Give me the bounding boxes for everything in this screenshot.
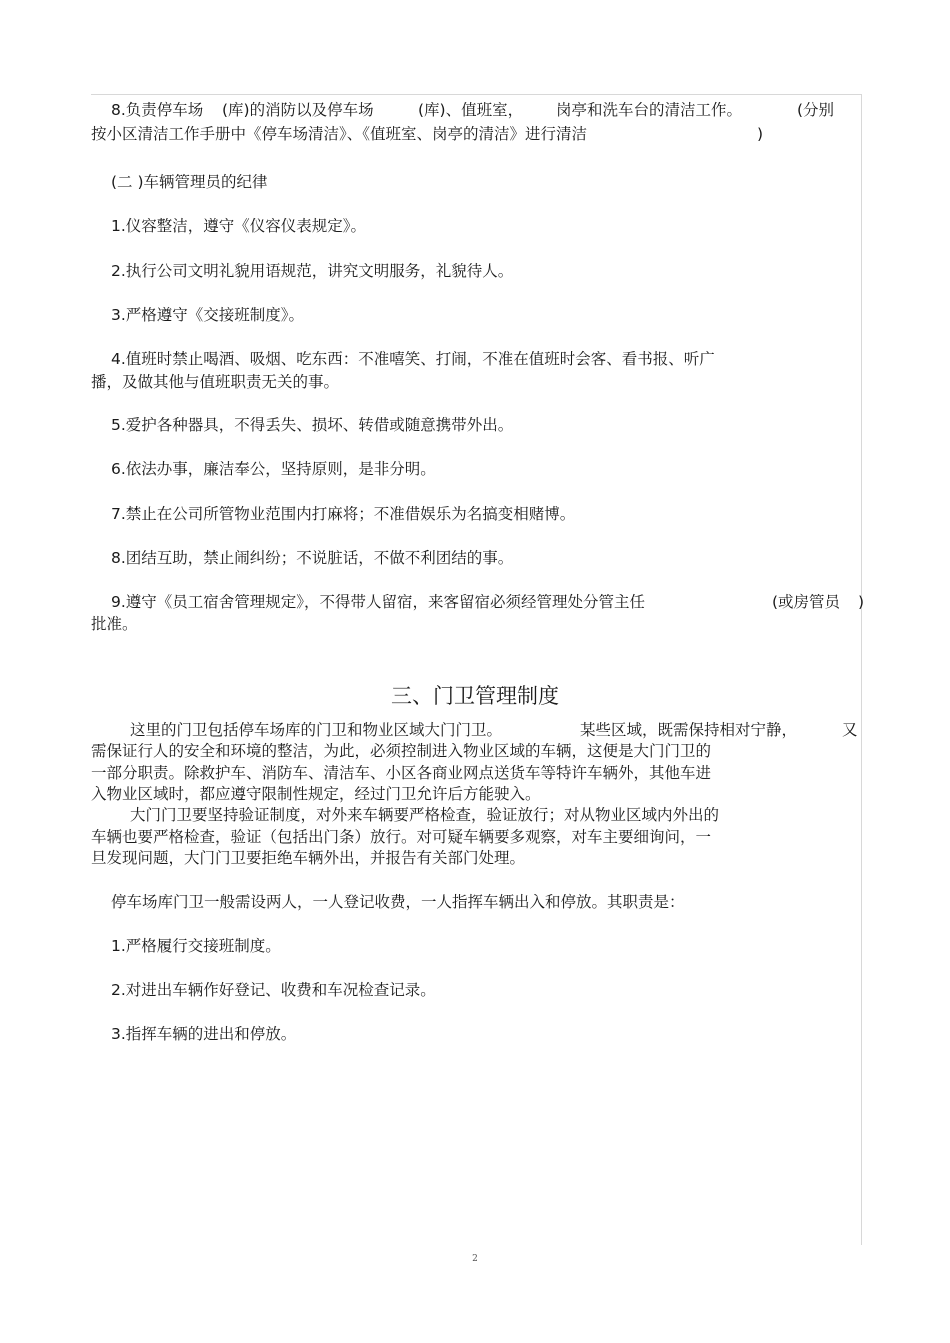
discipline-item-9-line1-close: ) xyxy=(858,593,865,611)
item8-line1-part3: (库)、值班室， xyxy=(418,101,524,119)
discipline-item-5: 5.爱护各种器具，不得丢失、损坏、转借或随意携带外出。 xyxy=(111,416,514,434)
item8-line2-close: ) xyxy=(757,125,764,143)
discipline-item-9-line2: 批准。 xyxy=(91,615,138,633)
gate-duty-1: 1.严格履行交接班制度。 xyxy=(111,937,281,955)
gate-para1-line4: 入物业区域时，都应遵守限制性规定，经过门卫允许后方能驶入。 xyxy=(91,785,541,803)
gate-duty-3: 3.指挥车辆的进出和停放。 xyxy=(111,1025,297,1043)
gate-para2-line3: 旦发现问题，大门门卫要拒绝车辆外出，并报告有关部门处理。 xyxy=(91,849,526,867)
discipline-item-1: 1.仪容整洁，遵守《仪容仪表规定》。 xyxy=(111,217,367,235)
item8-line1-part5: (分别 xyxy=(797,101,835,119)
discipline-item-3: 3.严格遵守《交接班制度》。 xyxy=(111,306,305,324)
discipline-item-4-line2: 播，及做其他与值班职责无关的事。 xyxy=(91,373,340,391)
discipline-item-2: 2.执行公司文明礼貌用语规范，讲究文明服务，礼貌待人。 xyxy=(111,262,514,280)
discipline-item-7: 7.禁止在公司所管物业范围内打麻将；不准借娱乐为名搞变相赌博。 xyxy=(111,505,576,523)
discipline-item-9-line1: 9.遵守《员工宿舍管理规定》，不得带人留宿，来客留宿必须经管理处分管主任 xyxy=(111,593,646,611)
gate-para1-line1: 这里的门卫包括停车场库的门卫和物业区域大门门卫。 xyxy=(130,721,503,739)
gate-para1-line3: 一部分职责。除救护车、消防车、清洁车、小区各商业网点送货车等特许车辆外，其他车进 xyxy=(91,764,712,782)
item8-line1-part2: (库)的消防以及停车场 xyxy=(222,101,374,119)
page-number: 2 xyxy=(472,1254,478,1264)
discipline-title: (二 )车辆管理员的纪律 xyxy=(111,173,268,191)
gate-para1-line1-cont: 某些区域，既需保持相对宁静， xyxy=(580,721,798,739)
gate-para1-line2: 需保证行人的安全和环境的整洁，为此，必须控制进入物业区域的车辆，这便是大门门卫的 xyxy=(91,742,712,760)
discipline-item-6: 6.依法办事，廉洁奉公，坚持原则，是非分明。 xyxy=(111,460,436,478)
item8-line1-part1: 8.负责停车场 xyxy=(111,101,204,119)
gate-para2-line2: 车辆也要严格检查，验证（包括出门条）放行。对可疑车辆要多观察，对车主要细询问，一 xyxy=(91,828,712,846)
discipline-item-4-line1: 4.值班时禁止喝酒、吸烟、吃东西：不准嘻笑、打闹，不准在值班时会客、看书报、听广 xyxy=(111,350,715,368)
discipline-item-8: 8.团结互助，禁止闹纠纷；不说脏话，不做不利团结的事。 xyxy=(111,549,514,567)
gate-duty-2: 2.对进出车辆作好登记、收费和车况检查记录。 xyxy=(111,981,436,999)
gate-para2-line1: 大门门卫要坚持验证制度，对外来车辆要严格检查，验证放行；对从物业区域内外出的 xyxy=(130,806,720,824)
gate-para3: 停车场库门卫一般需设两人，一人登记收费，一人指挥车辆出入和停放。其职责是： xyxy=(111,893,685,911)
item8-line2: 按小区清洁工作手册中《停车场清洁》、《值班室、岗亭的清洁》进行清洁 xyxy=(91,125,588,143)
section-heading: 三、门卫管理制度 xyxy=(391,684,559,708)
discipline-item-9-line1-paren: (或房管员 xyxy=(772,593,841,611)
item8-line1-part4: 岗亭和洗车台的清洁工作。 xyxy=(556,101,743,119)
gate-para1-line1-end: 又 xyxy=(842,721,858,739)
